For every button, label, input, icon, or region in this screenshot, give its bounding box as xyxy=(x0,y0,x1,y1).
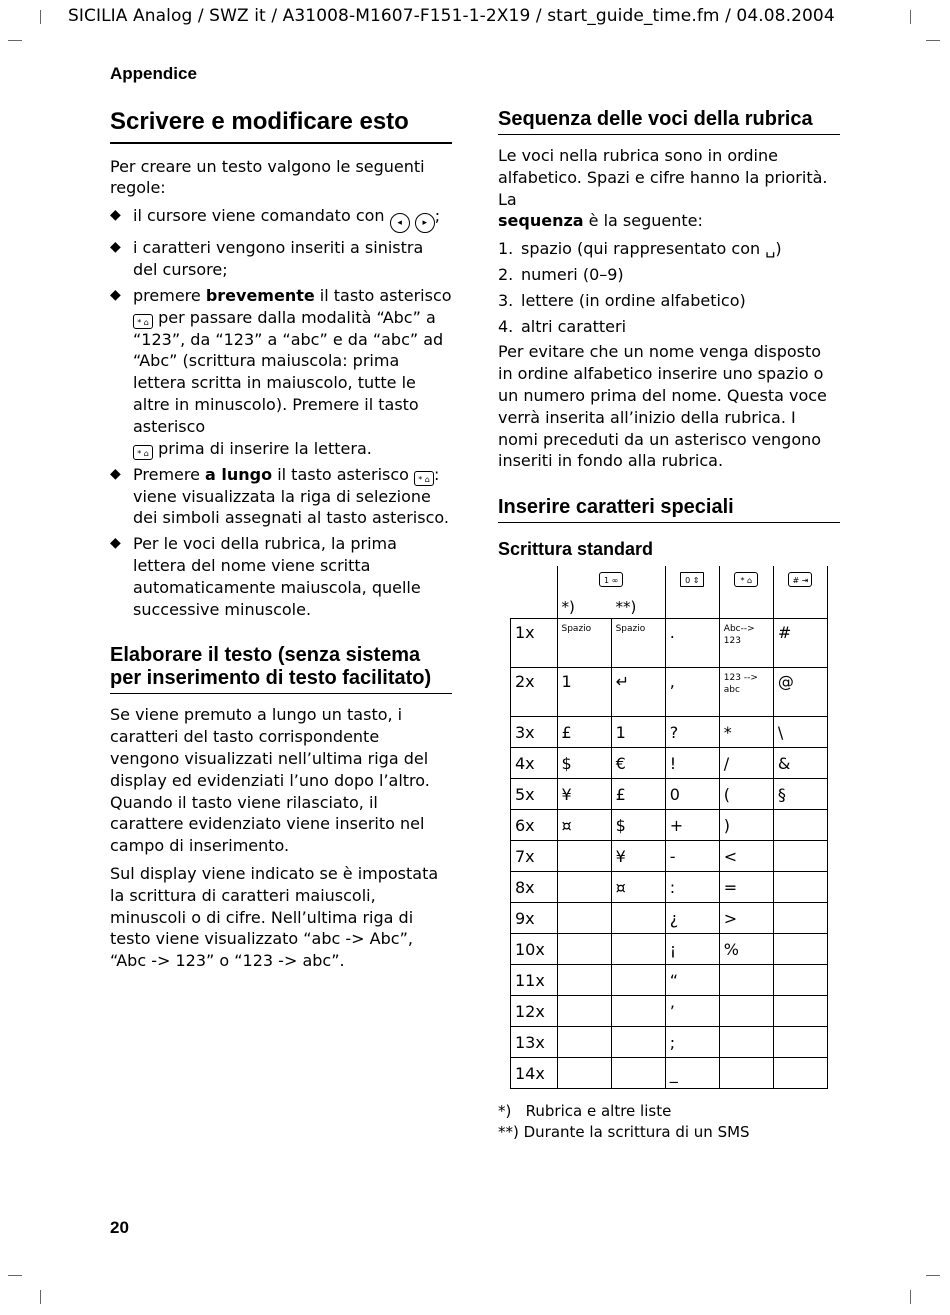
table-cell: 14x xyxy=(511,1058,558,1089)
bullet-cursor xyxy=(110,205,452,233)
table-cell: £ xyxy=(611,779,665,810)
table-cell xyxy=(557,996,611,1027)
table-cell: 6x xyxy=(511,810,558,841)
table-cell: 13x xyxy=(511,1027,558,1058)
table-row xyxy=(511,619,828,668)
star-key-icon: * ⌂ xyxy=(414,471,434,486)
table-cell: * xyxy=(719,717,773,748)
table-cell: ¥ xyxy=(557,779,611,810)
page-number: 20 xyxy=(110,1218,129,1237)
table-cell: > xyxy=(719,903,773,934)
key-hash-icon: # ⇥ xyxy=(788,572,812,587)
table-cell: + xyxy=(665,810,719,841)
key-1-icon: 1 ∞ xyxy=(599,572,623,587)
table-cell: . xyxy=(665,619,719,668)
bullet-text: i caratteri vengono inseriti a sinistra del cursore; xyxy=(133,238,424,279)
bullet-text: il cursore viene comandato con xyxy=(133,206,385,226)
table-row xyxy=(511,841,828,872)
table-cell: ) xyxy=(719,810,773,841)
table-cell: ? xyxy=(665,717,719,748)
table-row xyxy=(511,717,828,748)
table-cell: ’ xyxy=(665,996,719,1027)
table-row xyxy=(511,996,828,1027)
footnote-2: **) Durante la scrittura di un SMS xyxy=(498,1123,750,1142)
bullet-text-post: per passare dalla modalità “Abc” a “123”, da “123” a “abc” e da “abc” ad “Abc” (scrittura maiuscola: prima lettera scritta in maiuscolo, tutte le altre in minuscolo). Premere il tasto asterisco xyxy=(133,307,444,436)
table-cell: 11x xyxy=(511,965,558,996)
bullet-text-bold: a lungo xyxy=(205,464,273,484)
table-cell: $ xyxy=(611,810,665,841)
list-item xyxy=(498,316,840,338)
table-cell xyxy=(611,903,665,934)
table-cell xyxy=(773,841,827,872)
table-cell: < xyxy=(719,841,773,872)
right-column xyxy=(498,108,840,1143)
table-cell: ↵ xyxy=(611,668,665,717)
heading-writing-editing: Scrivere e modificare esto xyxy=(110,108,452,144)
crop-mark xyxy=(910,10,911,24)
table-cell: £ xyxy=(557,717,611,748)
star-key-icon: * ⌂ xyxy=(133,445,153,460)
list-item xyxy=(498,264,840,286)
table-row xyxy=(511,810,828,841)
table-cell: 9x xyxy=(511,903,558,934)
paragraph-text-end: è la seguente: xyxy=(583,211,703,231)
table-row xyxy=(511,668,828,717)
table-cell: 123 --> abc xyxy=(719,668,773,717)
table-cell xyxy=(557,1058,611,1089)
paragraph-phonebook-order xyxy=(498,145,840,232)
bullet-text: Per le voci della rubrica, la prima lettera del nome viene scritta automaticamente maiuscola, quelle successive minuscole. xyxy=(133,534,421,619)
table-cell: ¥ xyxy=(611,841,665,872)
table-cell: Spazio xyxy=(611,619,665,668)
list-text: spazio (qui rappresentato con xyxy=(521,239,766,259)
table-cell: Abc--> 123 xyxy=(719,619,773,668)
list-num: 3. xyxy=(498,290,514,310)
bullet-text-mid: il tasto asterisco xyxy=(314,285,452,305)
crop-mark xyxy=(40,1290,41,1304)
table-row xyxy=(511,1027,828,1058)
table-cell xyxy=(773,1027,827,1058)
table-cell: 12x xyxy=(511,996,558,1027)
table-cell xyxy=(557,872,611,903)
footnote-1: *) Rubrica e altre liste xyxy=(498,1102,672,1121)
table-cell xyxy=(719,1027,773,1058)
table-cell: 1 xyxy=(557,668,611,717)
table-row xyxy=(511,903,828,934)
list-item xyxy=(498,290,840,312)
table-cell: \ xyxy=(773,717,827,748)
list-num: 1. xyxy=(498,239,514,259)
table-cell: / xyxy=(719,748,773,779)
bullet-text-post: : viene visualizzata la riga di selezione dei simboli assegnati al tasto asterisco. xyxy=(133,464,449,528)
table-cell: § xyxy=(773,779,827,810)
table-cell: 1x xyxy=(511,619,558,668)
table-cell: = xyxy=(719,872,773,903)
paragraph-long-press: Se viene premuto a lungo un tasto, i caratteri del tasto corrispondente vengono visualizzati nell’ultima riga del display ed evidenziati l’uno dopo l’altro. Quando il tasto viene rilasciato, il carattere evidenziato viene inserito nel campo di inserimento. xyxy=(110,705,430,856)
bullet-long-press xyxy=(110,464,452,530)
bullet-short-press xyxy=(110,285,452,460)
table-cell xyxy=(773,810,827,841)
bullet-text-bold: brevemente xyxy=(205,285,315,305)
table-cell xyxy=(773,872,827,903)
table-cell xyxy=(557,841,611,872)
table-row xyxy=(511,779,828,810)
intro-text: Per creare un testo valgono le seguenti regole: xyxy=(110,156,425,198)
table-cell xyxy=(611,1058,665,1089)
heading-standard-writing: Scrittura standard xyxy=(498,539,654,560)
table-cell: ¡ xyxy=(665,934,719,965)
paragraph-display-mode: Sul display viene indicato se è impostata la scrittura di caratteri maiuscoli, minuscoli o di cifre. Nell’ultima riga di testo viene visualizzato “abc -> Abc”, “Abc -> 123” o “123 -> abc”. xyxy=(110,863,439,971)
table-cell xyxy=(773,965,827,996)
table-cell xyxy=(773,1058,827,1089)
key-1-header xyxy=(557,566,665,619)
table-row xyxy=(511,1058,828,1089)
table-header-row xyxy=(511,566,828,619)
star-key-icon: * ⌂ xyxy=(133,314,153,329)
key-star-header xyxy=(719,566,773,619)
bullet-text-end: ; xyxy=(434,206,441,226)
paragraph-avoid-sort: Per evitare che un nome venga disposto in ordine alfabetico inserire uno spazio o un numero prima del nome. Questa voce verrà inserita all’inizio della rubrica. I nomi preceduti da un asterisco vengono inseriti in fondo alla rubrica. xyxy=(498,342,827,471)
table-cell xyxy=(773,996,827,1027)
table-row xyxy=(511,934,828,965)
table-cell: # xyxy=(773,619,827,668)
table-cell xyxy=(611,1027,665,1058)
list-text-end: ) xyxy=(775,239,782,259)
bullet-text-mid: il tasto asterisco xyxy=(272,464,409,484)
table-cell xyxy=(719,965,773,996)
heading-special-chars: Inserire caratteri speciali xyxy=(498,496,840,523)
table-row xyxy=(511,748,828,779)
paragraph-bold: sequenza xyxy=(498,211,584,231)
footnote-marker: **) xyxy=(615,598,637,617)
list-text: lettere (in ordine alfabetico) xyxy=(521,290,746,310)
list-item xyxy=(498,238,840,260)
table-cell: & xyxy=(773,748,827,779)
footnote-marker: *) xyxy=(561,598,575,617)
table-cell: @ xyxy=(773,668,827,717)
key-0-icon: 0 ⇕ xyxy=(680,572,704,587)
table-cell: $ xyxy=(557,748,611,779)
bullet-text-pre: Premere xyxy=(133,464,206,484)
nav-key-left-icon: ◂ xyxy=(390,213,410,233)
table-cell: 2x xyxy=(511,668,558,717)
crop-mark xyxy=(926,40,940,41)
key-hash-header xyxy=(773,566,827,619)
space-symbol-icon: ␣ xyxy=(765,239,776,259)
running-header: SICILIA Analog / SWZ it / A31008-M1607-F151-1-2X19 / start_guide_time.fm / 04.08.2004 xyxy=(68,6,835,26)
table-cell xyxy=(557,903,611,934)
nav-key-right-icon: ▸ xyxy=(415,213,435,233)
bullet-text-post2: prima di inserire la lettera. xyxy=(153,438,372,458)
key-0-header xyxy=(665,566,719,619)
table-cell: 8x xyxy=(511,872,558,903)
heading-phonebook-order: Sequenza delle voci della rubrica xyxy=(498,108,840,135)
table-cell: ¤ xyxy=(557,810,611,841)
table-cell: “ xyxy=(665,965,719,996)
left-column xyxy=(110,108,452,978)
table-row xyxy=(511,872,828,903)
table-cell: 1 xyxy=(611,717,665,748)
section-label: Appendice xyxy=(110,64,197,83)
crop-mark xyxy=(926,1275,940,1276)
bullet-phonebook-capital xyxy=(110,533,452,620)
table-cell xyxy=(557,934,611,965)
bullet-text-pre: premere xyxy=(133,285,206,305)
table-cell: 4x xyxy=(511,748,558,779)
list-num: 2. xyxy=(498,264,514,284)
table-cell: _ xyxy=(665,1058,719,1089)
table-corner xyxy=(511,566,558,619)
table-cell: : xyxy=(665,872,719,903)
table-cell xyxy=(557,965,611,996)
table-cell: - xyxy=(665,841,719,872)
table-cell: % xyxy=(719,934,773,965)
table-cell xyxy=(719,996,773,1027)
table-cell xyxy=(611,965,665,996)
table-cell: 5x xyxy=(511,779,558,810)
table-cell: ¤ xyxy=(611,872,665,903)
table-cell: ¿ xyxy=(665,903,719,934)
bullet-insert-left xyxy=(110,237,452,281)
table-cell xyxy=(611,996,665,1027)
paragraph-text: Le voci nella rubrica sono in ordine alfabetico. Spazi e cifre hanno la priorità. La xyxy=(498,146,828,209)
table-cell: 0 xyxy=(665,779,719,810)
table-cell xyxy=(773,934,827,965)
table-row xyxy=(511,965,828,996)
heading-edit-text: Elaborare il testo (senza sistema per inserimento di testo facilitato) xyxy=(110,644,452,694)
list-num: 4. xyxy=(498,316,514,336)
table-cell xyxy=(719,1058,773,1089)
table-cell: € xyxy=(611,748,665,779)
table-cell: 3x xyxy=(511,717,558,748)
crop-mark xyxy=(8,1275,22,1276)
table-cell: ( xyxy=(719,779,773,810)
table-cell: , xyxy=(665,668,719,717)
key-star-icon: * ⌂ xyxy=(734,572,758,587)
crop-mark xyxy=(910,1290,911,1304)
table-cell: 10x xyxy=(511,934,558,965)
table-cell: ! xyxy=(665,748,719,779)
table-cell: Spazio xyxy=(557,619,611,668)
crop-mark xyxy=(40,10,41,24)
list-text: numeri (0–9) xyxy=(521,264,624,284)
list-text: altri caratteri xyxy=(521,316,627,336)
special-chars-table xyxy=(510,566,828,1089)
table-cell xyxy=(611,934,665,965)
table-cell xyxy=(557,1027,611,1058)
table-cell: ; xyxy=(665,1027,719,1058)
table-cell xyxy=(773,903,827,934)
table-cell: 7x xyxy=(511,841,558,872)
crop-mark xyxy=(8,40,22,41)
